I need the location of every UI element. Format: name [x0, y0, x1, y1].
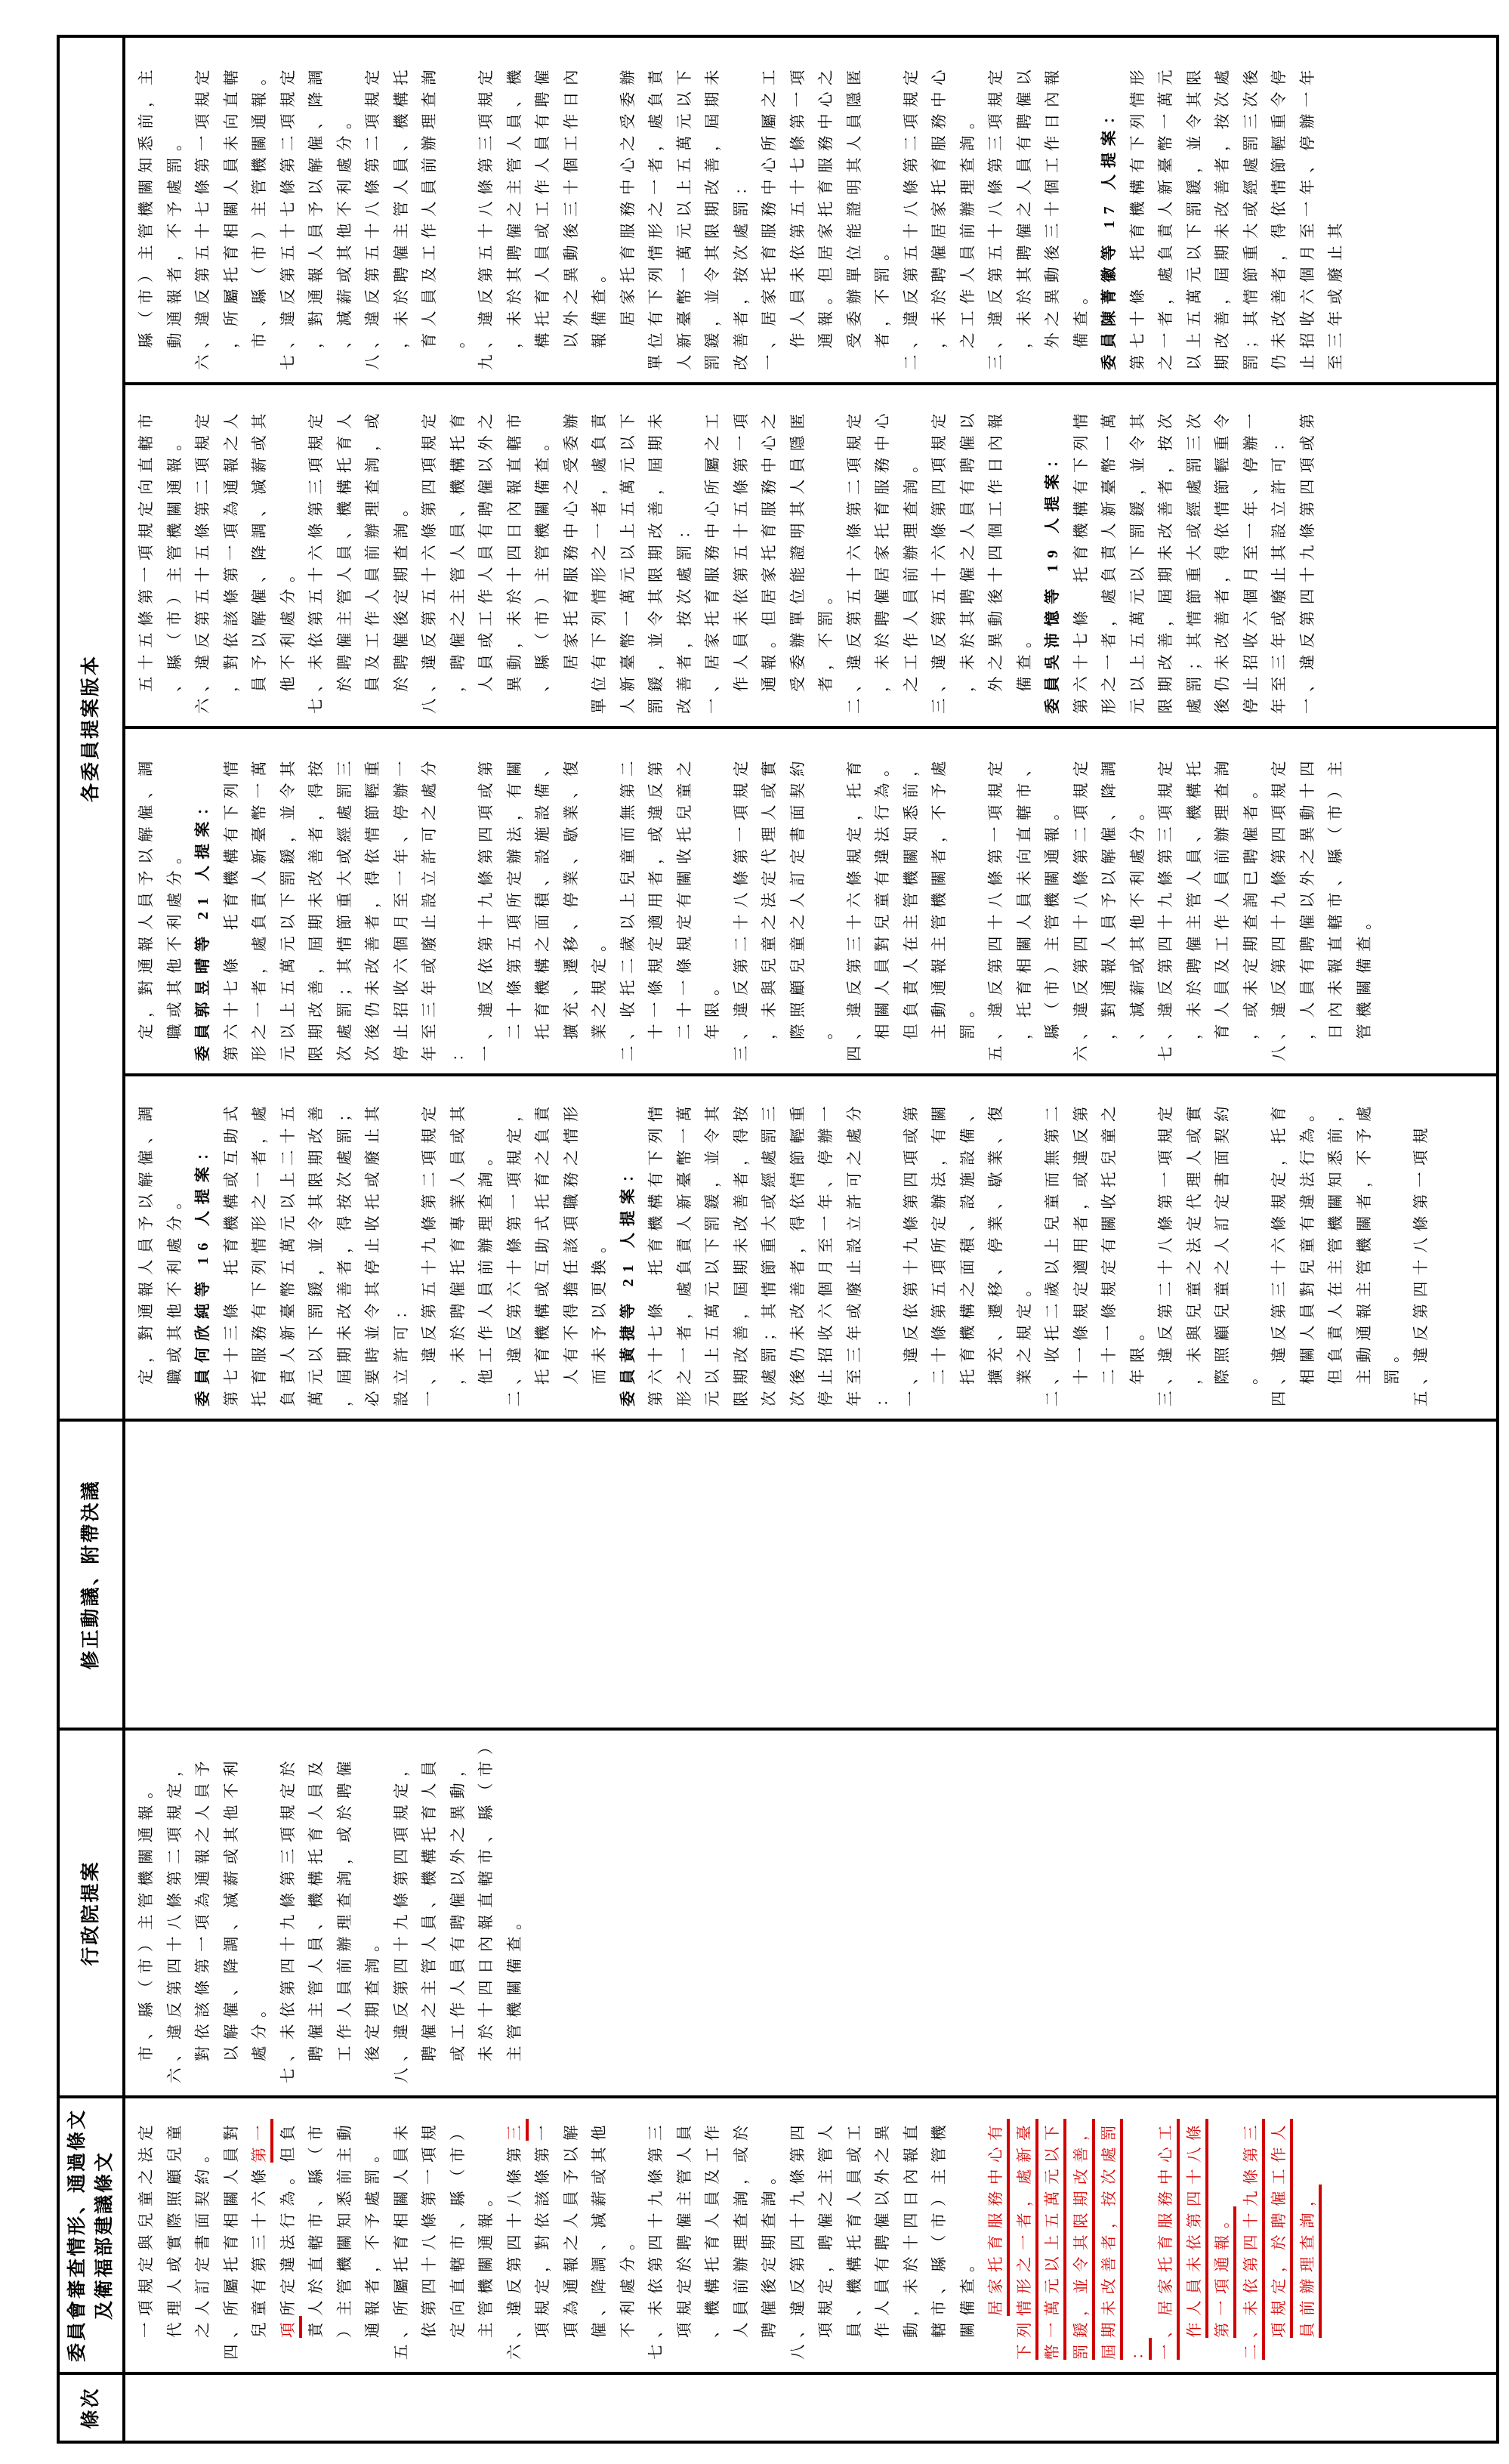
header-row	[58, 36, 124, 2442]
amended-text: 二、未依第四十九條第三項規定，於聘僱工作人員前辦理查詢，	[1243, 2119, 1322, 2360]
proposal-heading	[190, 738, 218, 1061]
provision-paragraph	[133, 394, 190, 714]
proposal-heading	[615, 1085, 643, 1406]
provision-paragraph	[473, 738, 615, 1061]
cell-committee-review	[124, 2097, 1498, 2373]
text-segment: 一、居家托育服務中心所屬之工作人員未依第五十七條第一項通報。但居家托育服務中心之受委辦單位能證明其人員隱匿者，不罰。	[761, 63, 891, 370]
provision-paragraph	[898, 1085, 1040, 1406]
provision-paragraph	[218, 738, 474, 1061]
provision-paragraph	[218, 2107, 388, 2360]
provision-paragraph	[1125, 47, 1351, 370]
provision-paragraph	[1153, 1085, 1266, 1406]
header-label: 行政院提案	[80, 1860, 101, 1966]
provision-paragraph	[983, 738, 1068, 1061]
provision-paragraph	[1068, 394, 1295, 714]
proposal-heading	[1096, 47, 1125, 370]
text-segment: 一、違反第五十九條第二項規定，未於聘僱托育專業人員或其他工作人員前辦理查詢。	[421, 1100, 495, 1406]
provision-paragraph	[360, 47, 473, 370]
provision-paragraph	[1068, 738, 1153, 1061]
provision-paragraph	[133, 47, 190, 370]
text-segment: 居家托育服務中心之受委辦單位有下列情形之一者，處負責人新臺幣一萬元以上五萬元以下罰鍰，並令其限期改善，屆期未改善者，按次處罰：	[563, 407, 693, 714]
text-segment: 第六十七條 托育機構有下列情形之一者，處負責人新臺幣一萬元以上五萬元以下罰鍰，並令其限期改善，屆期未改善者，按次處罰；其情節重大或經處罰三次後仍未改善者，得依情節輕重令停止招收六個月至一年、停辦一年至三年或廢止其設立許可：	[1072, 407, 1288, 714]
text-segment: 六、違反第四十八條第	[506, 2141, 523, 2360]
column-header-committee-review	[58, 2097, 124, 2373]
provision-paragraph	[416, 1085, 501, 1406]
provision-paragraph	[983, 2107, 1153, 2360]
text-segment: 六、違反第五十七條第一項規定，所屬托育相關人員未向直轄市、縣（市）主管機關通報。	[195, 63, 268, 370]
text-segment: 七、違反第五十七條第二項規定，對通報人員予以解僱、降調、減薪或其他不利處分。	[279, 63, 353, 370]
provision-paragraph	[841, 394, 927, 714]
text-segment: 定，對通報人員予以解僱、調職或其他不利處分。	[138, 755, 184, 1039]
amended-text: 一、居家托育服務中心工作人員未依第四十八條第一項通報。	[1158, 2119, 1236, 2360]
header-label: 各委員提案版本	[80, 653, 101, 802]
provision-paragraph	[983, 47, 1096, 370]
provision-paragraph	[275, 47, 360, 370]
amended-text: 居家托育服務中心有下列情形之一者，處新臺幣一萬元以上五萬元以下罰鍰，並令其限期改善，屆期未改善者，按次處罰：	[988, 2119, 1152, 2360]
provision-paragraph	[133, 738, 190, 1061]
provision-paragraph	[1238, 2107, 1323, 2360]
cell-executive-yuan-proposal	[124, 1729, 1498, 2097]
text-segment: 八、違反第五十六條第四項規定，聘僱之主管人員、機構托育人員或工作人員有聘僱以外之異動，未於十四日內報直轄市、縣（市）主管機關備查。	[421, 407, 551, 714]
provision-paragraph	[643, 1085, 898, 1406]
provision-paragraph	[133, 1085, 190, 1406]
header-label-line1: 委員會審查情形、通過條文	[66, 2108, 88, 2363]
proposal-heading	[190, 1085, 218, 1406]
provision-paragraph	[643, 2107, 785, 2360]
provision-paragraph	[1153, 738, 1266, 1061]
text-segment: 五、違反第四十八條第一項規	[1412, 1122, 1430, 1406]
column-header-executive-yuan	[58, 1729, 124, 2097]
provision-paragraph	[473, 47, 615, 370]
text-segment: 第六十七條 托育機構有下列情形之一者，處負責人新臺幣一萬元以上五萬元以下罰鍰，並令其限期改善，屆期未改善者，得按次處罰；其情節重大或經處罰三次後仍未改善者，得依情節輕重停止招收六個月至一年、停辦一年至三年或廢止設立許可之處分：	[223, 755, 467, 1061]
provision-paragraph	[416, 394, 558, 714]
text-segment: 五、違反第四十八條第一項規定，托育相關人員未向直轄市、縣（市）主管機關通報。	[988, 755, 1061, 1061]
text-segment: 二、違反第六十條第一項規定，托育機構或互助式托育之負責人有不得擔任該項職務之情形而未予以更換。	[506, 1100, 608, 1406]
provision-paragraph	[190, 394, 303, 714]
provision-paragraph	[501, 2107, 643, 2360]
provision-paragraph	[841, 738, 983, 1061]
text-segment: 第七十條 托育機構有下列情形之一者，處負責人新臺幣一萬元以上五萬元以下罰鍰，並令其限期改善，屆期未改善者，按次處罰；其情節重大或經處罰三次後仍未改善者，得依情節輕重令停止招收六個月至一年、停辦一年至三年或廢止其	[1129, 63, 1344, 370]
text-segment: 委員何欣純等 16 人提案：	[195, 1138, 211, 1406]
header-label: 條次	[80, 2386, 101, 2429]
amended-text: 第一項	[252, 2119, 302, 2338]
header-label: 修正動議、附帶決議	[80, 1479, 101, 1670]
provision-paragraph	[388, 2107, 501, 2360]
text-segment: 所定違法行為。但負責人於直轄市、縣（市）主管機關知悉前主動通報者，不予處罰。	[279, 2119, 381, 2338]
provision-paragraph	[218, 1085, 417, 1406]
text-segment: 五十五條第一項規定向直轄市、縣（市）主管機關通報。	[138, 407, 184, 692]
comparison-table	[57, 35, 1499, 2444]
provision-paragraph	[1295, 394, 1323, 714]
provision-paragraph	[133, 1740, 162, 2083]
text-segment: 第七十三條 托育機構或互助式托育服務有下列情形之一者，處負責人新臺幣五萬元以上二十五萬元以下罰鍰，並令其限期改善，屆期未改善者，得按次處罰；必要時並令其停止收托或廢止其設立許可：	[223, 1100, 410, 1406]
text-segment: 七、未依第四十九條第三項規定於聘僱主管人員、機構托育人員及工作人員前辦理查詢，或於聘僱後定期查詢。	[648, 2119, 778, 2360]
provision-paragraph	[926, 394, 1039, 714]
text-segment: 四、所屬托育相關人員對兒童有第三十六條	[223, 2119, 268, 2360]
provision-paragraph	[1266, 1085, 1408, 1406]
cell-motion-resolution	[124, 1420, 1498, 1729]
provision-paragraph	[756, 47, 898, 370]
text-segment: 項規定，對依該條第一項為通報之人員予以解僱、降調、減薪或其他不利處分。	[535, 2119, 637, 2338]
provision-paragraph	[1266, 738, 1379, 1061]
provision-paragraph	[303, 394, 416, 714]
provision-paragraph	[1408, 1085, 1436, 1406]
text-segment: 四、違反第三十六條規定，托育相關人員對兒童有違法行為。但負責人在主管機關知悉前，主動通報主管機關者，不予處罰。	[846, 755, 977, 1061]
text-segment: 九、違反第五十八條第三項規定，未於其聘僱之主管人員、機構托育人員或工作人員有聘僱以外之異動後三十個工作日內報備查。	[478, 63, 608, 370]
text-segment: 六、違反第四十八條第二項規定，對通報人員予以解僱、降調、減薪或其他不利處分。	[1072, 755, 1146, 1061]
provision-paragraph	[728, 738, 841, 1061]
text-segment: 八、違反第四十九條第四項規定，人員有聘僱以外之異動十四日內未報直轄市、縣（市）主管機關備查。	[1271, 755, 1373, 1061]
text-segment: 市、縣（市）主管機關通報。	[138, 1777, 155, 2061]
text-segment: 六、違反第五十五條第二項規定，對依該條第一項為通報之人員予以解僱、降調、減薪或其他不利處分。	[195, 407, 297, 714]
text-segment: 一、違反依第十九條第四項或第二十條第五項所定辦法，有關托育機構之面積、設施設備、擴充、遷移、停業、歇業、復業之規定。	[903, 1100, 1033, 1406]
body-row	[124, 36, 1498, 2442]
provision-paragraph	[162, 1740, 275, 2083]
text-segment: 一、違反依第十九條第四項或第二十條第五項所定辦法，有關托育機構之面積、設施設備、擴充、遷移、停業、歇業、復業之規定。	[478, 755, 608, 1061]
column-header-member-proposals	[58, 36, 124, 1420]
text-segment: 委員黃捷等 21 人提案：	[619, 1160, 637, 1406]
provision-paragraph	[1153, 2107, 1238, 2360]
provision-paragraph	[615, 47, 757, 370]
text-segment: 四、違反第三十六條規定，托育相關人員對兒童有違法行為。但負責人在主管機關知悉前，主動通報主管機關者，不予處罰。	[1271, 1100, 1401, 1406]
proposal-heading	[1039, 394, 1068, 714]
provision-paragraph	[898, 47, 983, 370]
cell-proposal-kuo-yu-ching	[124, 727, 1498, 1075]
provision-paragraph	[190, 47, 275, 370]
text-segment: 居家托育服務中心之受委辦單位有下列情形之一者，處負責人新臺幣一萬元以上五萬元以下罰鍰，並令其限期改善，屆期未改善者，按次處罰：	[619, 63, 750, 370]
provision-paragraph	[1039, 1085, 1153, 1406]
provision-paragraph	[133, 2107, 218, 2360]
text-segment: 三、違反第二十八條第一項規定，未與兒童之法定代理人或實際照顧兒童之人訂定書面契約。	[1158, 1100, 1260, 1406]
provision-paragraph	[558, 394, 700, 714]
provision-paragraph	[699, 394, 841, 714]
provision-paragraph	[615, 738, 728, 1061]
text-segment: 委員陳菁徽等 17 人提案：	[1101, 102, 1118, 370]
text-segment: 六、違反第四十八條第二項規定，對依該條第一項為通報之人員予以解僱、降調、減薪或其他不利處分。	[166, 1755, 268, 2083]
text-segment: 二、違反第五十六條第二項規定，未於聘僱居家托育服務中心之工作人員前辦理查詢。	[846, 407, 920, 714]
text-segment: 八、違反第四十九條第四項規定，聘僱之主管人員、機構托育人員或工作人員有聘僱以外之異動，未於十四日內報直轄市、縣（市）主管機關備查。	[393, 1740, 523, 2083]
text-segment: 一、居家托育服務中心所屬之工作人員未依第五十五條第一項通報。但居家托育服務中心之受委辦單位能證明其人員隱匿者，不罰。	[705, 407, 835, 714]
provision-paragraph	[501, 1085, 615, 1406]
cell-proposal-ho-hsin-chun	[124, 1075, 1498, 1420]
text-segment: 七、未依第五十六條第三項規定於聘僱主管人員、機構托育人員及工作人員前辦理查詢，或於聘僱後定期查詢。	[308, 407, 410, 714]
text-segment: 委員吳沛憶等 19 人提案：	[1045, 446, 1061, 714]
text-segment: 八、違反第五十八條第二項規定，未於聘僱主管人員、機構托育人員及工作人員前辦理查詢。	[365, 63, 467, 370]
provision-paragraph	[275, 1740, 388, 2083]
text-segment: 三、違反第二十八條第一項規定，未與兒童之法定代理人或實際照顧兒童之人訂定書面契約。	[733, 755, 835, 1061]
text-segment: 縣（市）主管機關知悉前，主動通報者，不予處罰。	[138, 63, 184, 348]
amended-text: 三	[507, 2119, 529, 2141]
column-header-article-number	[58, 2373, 124, 2442]
cell-proposal-chen-ching-hui	[124, 36, 1498, 384]
cell-proposal-wu-pei-yi	[124, 384, 1498, 727]
text-segment: 三、違反第五十六條第四項規定，未於其聘僱之人員有聘僱以外之異動後十四個工作日內報備查。	[931, 407, 1033, 714]
text-segment: 七、未依第四十九條第三項規定於聘僱主管人員、機構托育人員及工作人員前辦理查詢，或於聘僱後定期查詢。	[279, 1755, 381, 2083]
header-label-line2: 及衛福部建議條文	[94, 2151, 115, 2320]
text-segment: 委員郭昱晴等 21 人提案：	[195, 793, 211, 1061]
text-segment: 三、違反第五十八條第三項規定，未於其聘僱之人員有聘僱以外之異動後三十個工作日內報備查。	[988, 63, 1090, 370]
text-segment: 二、違反第五十八條第二項規定，未於聘僱居家托育服務中心之工作人員前辦理查詢。	[903, 63, 977, 370]
text-segment: 七、違反第四十九條第三項規定，未於聘僱主管人員、機構托育人員及工作人員前辦理查詢，或未定期查詢已聘僱者。	[1158, 755, 1260, 1061]
text-segment: 八、違反第四十九條第四項規定，聘僱之主管人員、機構托育人員或工作人員有聘僱以外之異動，未於十四日內報直轄市、縣（市）主管機關備查。	[789, 2119, 977, 2360]
text-segment: 二、收托二歲以上兒童而無第二十一條規定適用者，或違反第二十一條規定有關收托兒童之年限。	[1045, 1100, 1146, 1406]
text-segment: 二、收托二歲以上兒童而無第二十一條規定適用者，或違反第二十一條規定有關收托兒童之年限。	[619, 755, 721, 1061]
text-segment: 一項規定與兒童之法定代理人或實際照顧兒童之人訂定書面契約。	[138, 2119, 211, 2338]
text-segment: 一、違反第四十九條第四項或第	[1299, 407, 1316, 714]
text-segment: 五、所屬托育相關人員未依第四十八條第一項規定向直轄市、縣（市）主管機關通報。	[393, 2119, 495, 2360]
text-segment: 第六十七條 托育機構有下列情形之一者，處負責人新臺幣一萬元以上五萬元以下罰鍰，並令其限期改善，屆期未改善者，得按次處罰；其情節重大或經處罰三次後仍未改善者，得依情節輕重停止招收六個月至一年、停辦一年至三年或廢止設立許可之處分：	[648, 1100, 891, 1406]
column-header-motion	[58, 1420, 124, 1729]
provision-paragraph	[388, 1740, 530, 2083]
text-segment: 定，對通報人員予以解僱、調職或其他不利處分。	[138, 1100, 184, 1385]
provision-paragraph	[785, 2107, 983, 2360]
cell-article-number	[124, 2373, 1498, 2442]
